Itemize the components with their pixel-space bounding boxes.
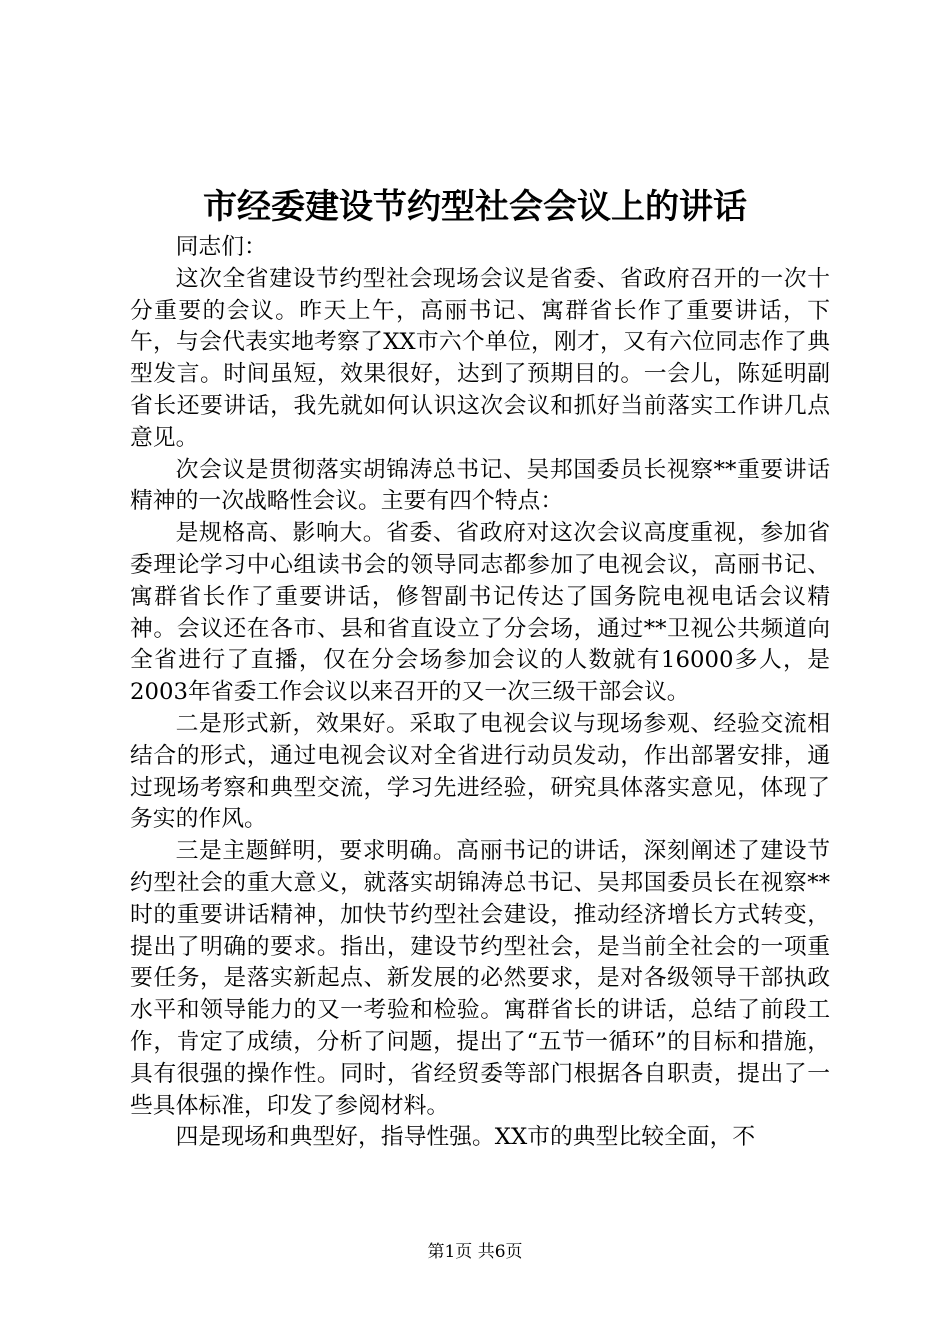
paragraph-5: 三是主题鲜明，要求明确。高丽书记的讲话，深刻阐述了建设节约型社会的重大意义，就落实胡锦涛总书记、吴邦国委员长在视察**时的重要讲话精神，加快节约型社会建设，推动经济增长方式转变，提出了明确的要求。指出，建设节约型社会，是当前全社会的一项重要任务，是落实新起点、新发展的必然要求，是对各级领导干部执政水平和领导能力的又一考验和检验。寓群省长的讲话，总结了前段工作，肯定了成绩，分析了问题，提出了“五节一循环”的目标和措施，具有很强的操作性。同时，省经贸委等部门根据各自职责，提出了一些具体标准，印发了参阅材料。 xyxy=(130,838,830,1119)
document-title: 市经委建设节约型社会会议上的讲话 xyxy=(203,187,747,227)
paragraph-4: 二是形式新，效果好。采取了电视会议与现场参观、经验交流相结合的形式，通过电视会议对全省进行动员发动，作出部署安排，通过现场考察和典型交流，学习先进经验，研究具体落实意见，体现了务实的作风。 xyxy=(130,710,830,833)
paragraph-2: 次会议是贯彻落实胡锦涛总书记、吴邦国委员长视察**重要讲话精神的一次战略性会议。主要有四个特点： xyxy=(130,456,830,515)
paragraph-1: 这次全省建设节约型社会现场会议是省委、省政府召开的一次十分重要的会议。昨天上午，高丽书记、寓群省长作了重要讲话，下午，与会代表实地考察了XX市六个单位，刚才，又有六位同志作了典型发言。时间虽短，效果很好，达到了预期目的。一会儿，陈延明副省长还要讲话，我先就如何认识这次会议和抓好当前落实工作讲几点意见。 xyxy=(130,265,830,451)
page-footer: 第1页 共6页 xyxy=(427,1242,523,1262)
paragraph-3: 是规格高、影响大。省委、省政府对这次会议高度重视，参加省委理论学习中心组读书会的领导同志都参加了电视会议，高丽书记、寓群省长作了重要讲话，修智副书记传达了国务院电视电话会议精神。会议还在各市、县和省直设立了分会场，通过**卫视公共频道向全省进行了直播，仅在分会场参加会议的人数就有16000多人，是2003年省委工作会议以来召开的又一次三级干部会议。 xyxy=(130,520,830,706)
salutation: 同志们： xyxy=(175,234,267,260)
paragraph-6: 四是现场和典型好，指导性强。XX市的典型比较全面，不 xyxy=(175,1124,756,1151)
document-body xyxy=(130,232,830,1154)
